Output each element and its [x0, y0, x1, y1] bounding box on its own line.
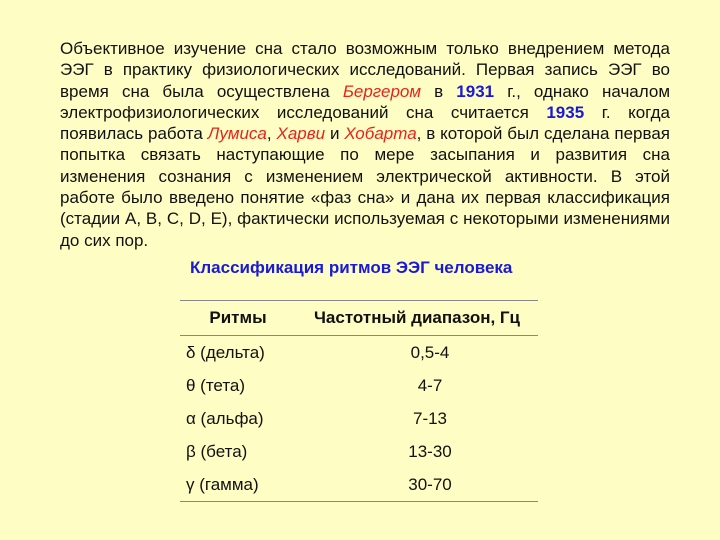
table-row — [180, 468, 538, 502]
paragraph-text: г., однако началом электрофизиологических исследований сна считается — [60, 81, 671, 122]
year-1931: 1931 — [456, 81, 495, 101]
paragraph-text: в — [421, 81, 457, 101]
frequency-cell: 0,5-4 — [410, 342, 450, 362]
author-hobart: Хобарта — [344, 124, 417, 144]
intro-paragraph — [60, 38, 670, 251]
header-frequency: Частотный диапазон, Гц — [313, 308, 521, 327]
author-harvey: Харви — [276, 124, 326, 144]
year-1935: 1935 — [546, 102, 585, 122]
paragraph-text: г. когда появилась работа — [60, 102, 670, 144]
paragraph-text: и — [325, 124, 345, 144]
frequency-cell: 7-13 — [412, 408, 448, 428]
table-caption: Классификация ритмов ЭЭГ человека — [190, 258, 513, 277]
header-rhythms: Ритмы — [209, 308, 267, 327]
frequency-cell: 13-30 — [408, 441, 452, 461]
paragraph-text: , — [266, 124, 277, 144]
frequency-cell: 4-7 — [417, 375, 443, 395]
rhythm-cell: δ (дельта) — [186, 342, 265, 362]
table-row — [180, 435, 538, 468]
table-row — [180, 369, 538, 402]
author-loomis: Лумиса — [207, 124, 267, 144]
rhythm-cell: β (бета) — [186, 441, 248, 461]
eeg-rhythms-table — [180, 300, 538, 502]
table-row — [180, 402, 538, 435]
paragraph-text: Объективное изучение сна стало возможным только внедрением метода ЭЭГ в практику физиологических исследований. Первая запись ЭЭГ во время сна была осуществлена — [60, 39, 670, 101]
rhythm-cell: θ (тета) — [186, 375, 246, 395]
paragraph-text: , в которой был сделана первая попытка связать наступающие по мере засыпания и развития сна изменения сознания с изменением электрической активности. В этой работе было введено понятие «фаз сна» и дана их первая классификация (стадии A, B, C, D, E), фактически используемая с некоторыми изменениями до сих пор. — [60, 124, 670, 250]
table-row — [180, 336, 538, 370]
author-berger: Бергером — [342, 81, 422, 101]
table-header-row — [180, 301, 538, 336]
rhythm-cell: α (альфа) — [186, 408, 264, 428]
frequency-cell: 30-70 — [408, 474, 452, 494]
rhythm-cell: γ (гамма) — [186, 474, 259, 494]
